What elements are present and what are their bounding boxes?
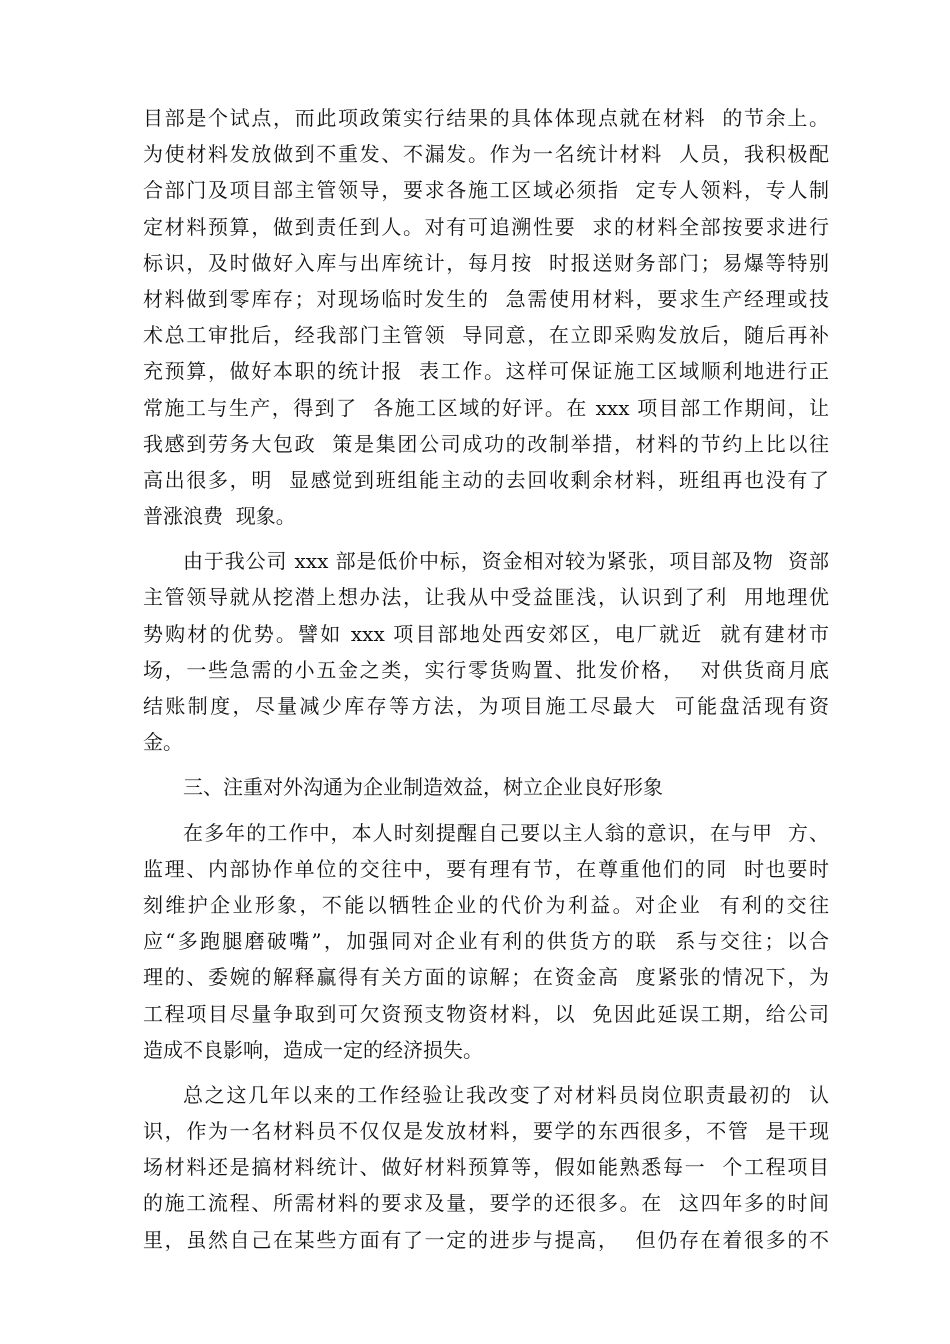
paragraph (143, 1077, 829, 1258)
text-line: 常施工与生产，得到了 各施工区域的好评。在 xxx 项目部工作期间，让 (143, 395, 829, 420)
paragraph (143, 769, 829, 805)
text-line: 术总工审批后，经我部门主管领 导同意，在立即采购发放后，随后再补 (143, 323, 829, 348)
text-line: 主管领导就从挖潜上想办法，让我从中受益匪浅，认识到了利 用地理优 (143, 585, 829, 610)
text-line: 材料做到零库存；对现场临时发生的 急需使用材料，要求生产经理或技 (143, 286, 829, 311)
paragraph (143, 815, 829, 1068)
text-line: 由于我公司 xxx 部是低价中标，资金相对较为紧张，项目部及物 资部 (183, 549, 829, 574)
text-line: 总之这几年以来的工作经验让我改变了对材料员岗位职责最初的 认 (183, 1082, 829, 1107)
text-line: 我感到劳务大包政 策是集团公司成功的改制举措，材料的节约上比以往 (143, 431, 829, 456)
text-line: 工程项目尽量争取到可欠资预支物资材料，以 免因此延误工期，给公司 (143, 1001, 829, 1026)
text-line: 的施工流程、所需材料的要求及量，要学的还很多。在 这四年多的时间 (143, 1191, 829, 1216)
document-body (143, 100, 829, 1267)
text-line: 金。 (143, 730, 183, 755)
text-line: 场，一些急需的小五金之类，实行零货购置、批发价格， 对供货商月底 (143, 657, 829, 682)
text-line: 三、注重对外沟通为企业制造效益，树立企业良好形象 (183, 775, 663, 800)
text-line: 合部门及项目部主管领导，要求各施工区域必须指 定专人领料，专人制 (143, 178, 829, 203)
text-line: 势购材的优势。譬如 xxx 项目部地处西安郊区，电厂就近 就有建材市 (143, 621, 829, 646)
text-line: 理的、委婉的解释赢得有关方面的谅解；在资金高 度紧张的情况下，为 (143, 965, 829, 990)
text-line: 目部是个试点，而此项政策实行结果的具体体现点就在材料 的节余上。 (143, 106, 829, 130)
paragraph (143, 543, 829, 760)
text-line: 定材料预算，做到责任到人。对有可追溯性要 求的材料全部按要求进行 (143, 214, 829, 239)
text-line: 应“多跑腿磨破嘴”，加强同对企业有利的供货方的联 系与交往；以合 (143, 929, 829, 954)
text-line: 识，作为一名材料员不仅仅是发放材料，要学的东西很多，不管 是干现 (143, 1119, 829, 1144)
text-line: 标识，及时做好入库与出库统计，每月按 时报送财务部门；易爆等特别 (143, 250, 829, 275)
text-line: 普涨浪费 现象。 (143, 504, 296, 529)
text-line: 监理、内部协作单位的交往中，要有理有节，在尊重他们的同 时也要时 (143, 856, 829, 881)
text-line: 充预算，做好本职的统计报 表工作。这样可保证施工区域顺利地进行正 (143, 359, 829, 384)
text-line: 里，虽然自己在某些方面有了一定的进步与提高， 但仍存在着很多的不 (143, 1227, 829, 1252)
text-line: 在多年的工作中，本人时刻提醒自己要以主人翁的意识，在与甲 方、 (183, 820, 829, 845)
text-line: 造成不良影响，造成一定的经济损失。 (143, 1037, 483, 1062)
paragraph (143, 100, 829, 534)
text-line: 场材料还是搞材料统计、做好材料预算等，假如能熟悉每一 个工程项目 (143, 1155, 829, 1180)
text-line: 为使材料发放做到不重发、不漏发。作为一名统计材料 人员，我积极配 (143, 142, 829, 167)
text-line: 刻维护企业形象，不能以牺牲企业的代价为利益。对企业 有利的交往 (143, 892, 829, 917)
text-line: 结账制度，尽量减少库存等方法，为项目施工尽最大 可能盘活现有资 (143, 694, 829, 718)
text-line: 高出很多，明 显感觉到班组能主动的去回收剩余材料，班组再也没有了 (143, 467, 829, 492)
